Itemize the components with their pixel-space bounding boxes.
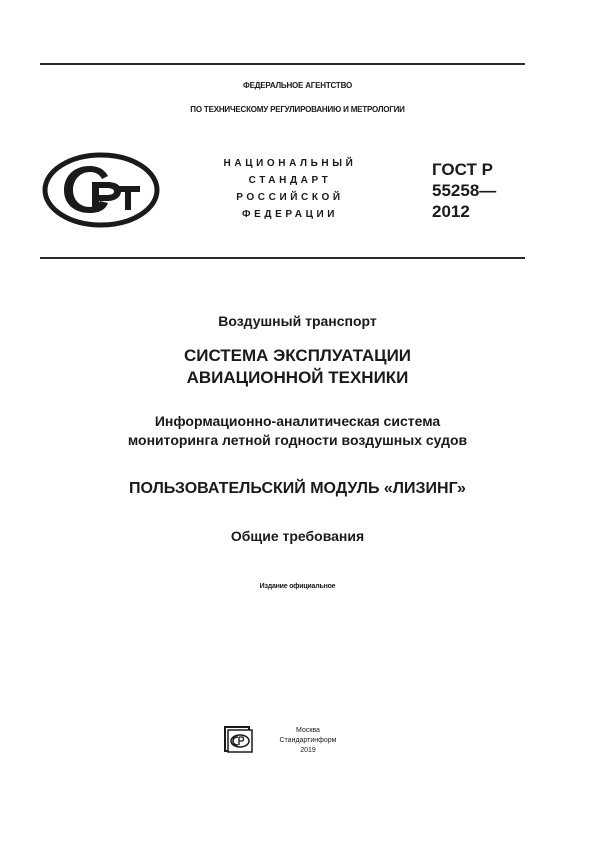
standard-type-line-2: СТАНДАРТ xyxy=(248,175,332,186)
standard-type-line-1: НАЦИОНАЛЬНЫЙ xyxy=(223,158,357,169)
title-part: Общие требования xyxy=(230,528,365,544)
standard-type-line-3: РОССИЙСКОЙ xyxy=(236,192,344,203)
designation-line-3: 2012 xyxy=(432,202,470,221)
title-main-line-2: АВИАЦИОННОЙ ТЕХНИКИ xyxy=(186,368,409,387)
standard-type-line-4: ФЕДЕРАЦИИ xyxy=(241,209,339,220)
title-domain: Воздушный транспорт xyxy=(218,313,377,329)
imprint-year: 2019 xyxy=(300,747,316,754)
designation-line-1: ГОСТ Р xyxy=(432,160,493,179)
imprint-publisher: Стандартинформ xyxy=(279,737,337,744)
publisher-logo-icon xyxy=(224,726,254,753)
imprint-city: Москва xyxy=(296,727,320,734)
edition-label: Издание официальное xyxy=(259,583,336,590)
agency-line-1: ФЕДЕРАЛЬНОЕ АГЕНТСТВО xyxy=(242,81,352,90)
middle-rule xyxy=(40,257,525,259)
title-sub-line-1: Информационно-аналитическая система xyxy=(154,413,441,429)
agency-line-2: ПО ТЕХНИЧЕСКОМУ РЕГУЛИРОВАНИЮ И МЕТРОЛОГИИ xyxy=(190,105,405,114)
title-main-line-1: СИСТЕМА ЭКСПЛУАТАЦИИ xyxy=(183,346,412,365)
rst-emblem-icon xyxy=(42,152,160,228)
top-rule xyxy=(40,63,525,65)
title-sub-line-2: мониторинга летной годности воздушных судов xyxy=(127,432,468,448)
designation-line-2: 55258— xyxy=(432,181,497,200)
title-module: ПОЛЬЗОВАТЕЛЬСКИЙ МОДУЛЬ «ЛИЗИНГ» xyxy=(129,480,466,497)
